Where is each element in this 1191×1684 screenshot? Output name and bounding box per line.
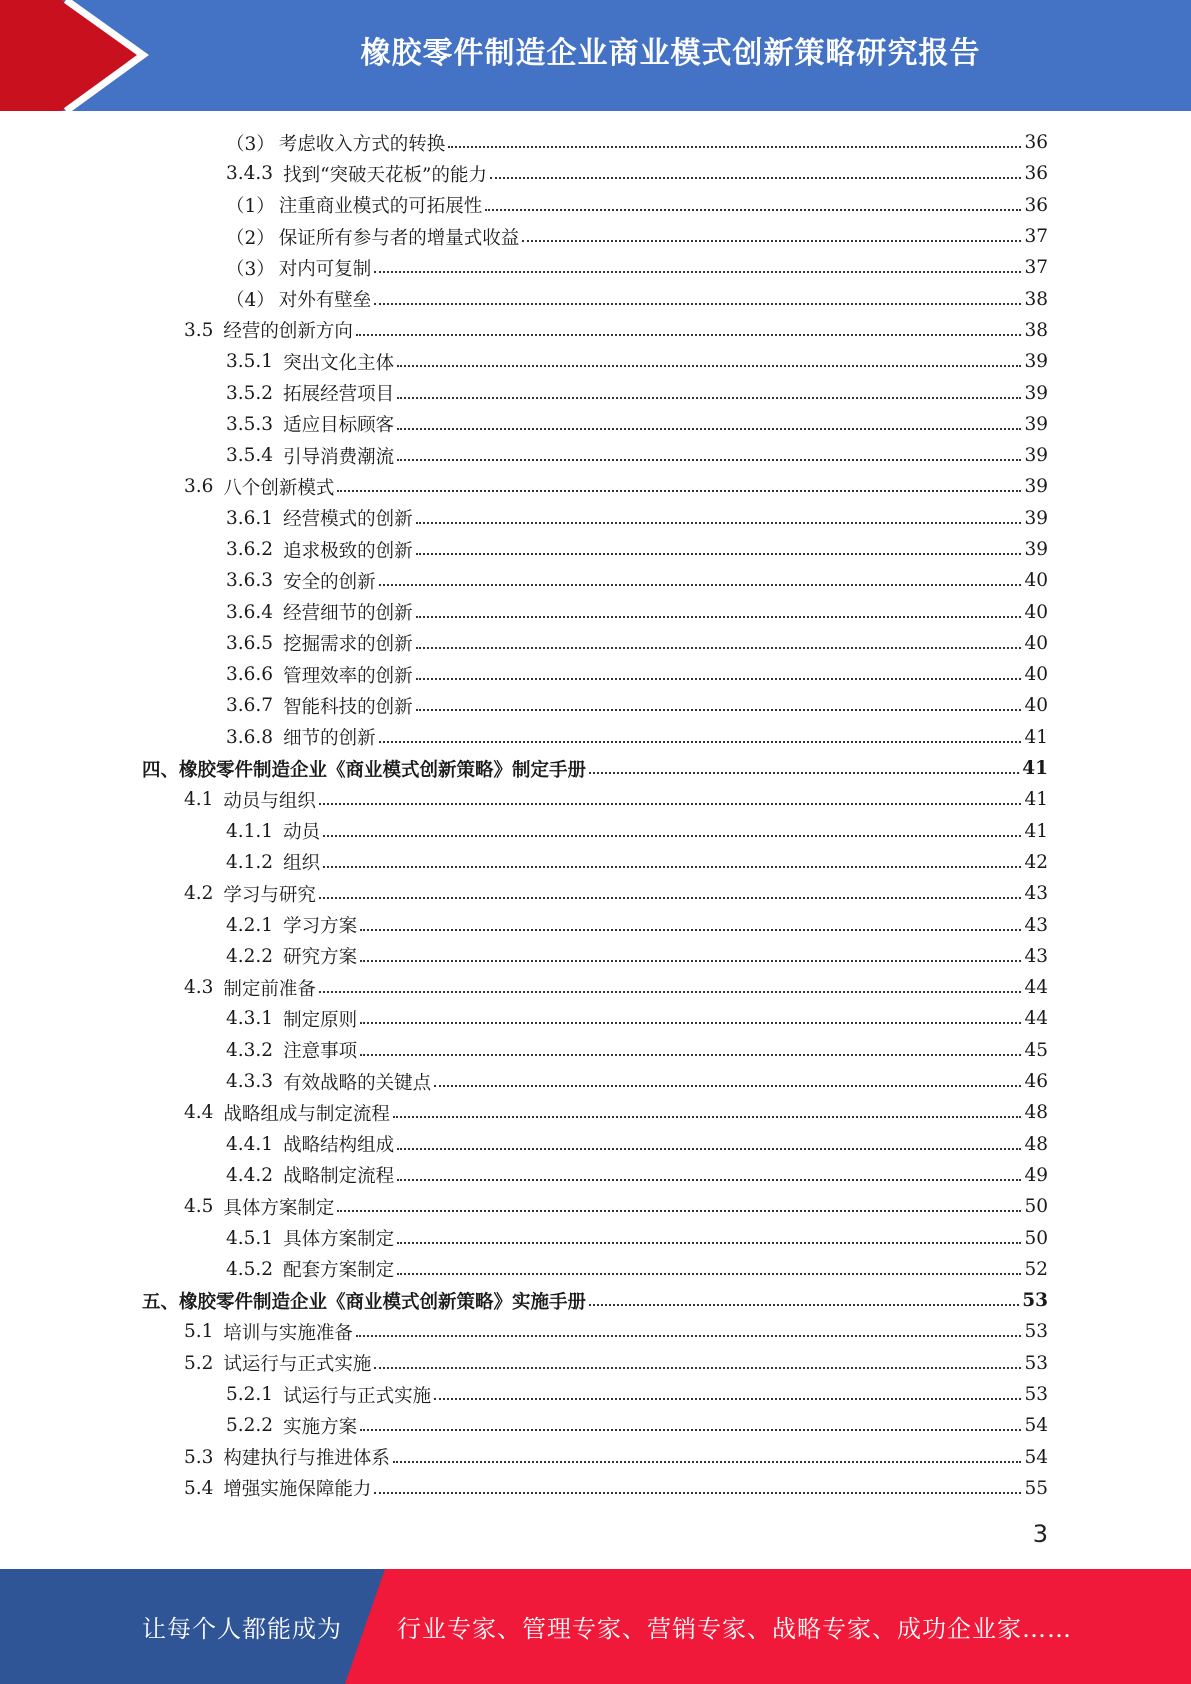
toc-dot-leader <box>379 583 1022 586</box>
toc-dot-leader <box>360 1053 1021 1056</box>
toc-entry-page: 49 <box>1024 1164 1048 1186</box>
toc-entry-number: 4.3.2 <box>226 1039 274 1061</box>
toc-entry-number: 5.3 <box>184 1446 214 1468</box>
toc-entry-number: 4.1.1 <box>226 820 274 842</box>
toc-entry-label: 引导消费潮流 <box>283 446 395 468</box>
toc-entry-number: 3.6.2 <box>226 539 274 560</box>
toc-entry[interactable] <box>142 346 1048 377</box>
toc-dot-leader <box>379 740 1022 743</box>
toc-entry-number: （3） <box>226 258 275 280</box>
page-number: 3 <box>1032 1520 1048 1548</box>
toc-entry[interactable] <box>142 659 1048 690</box>
toc-entry-number: 4.4.1 <box>226 1133 274 1155</box>
toc-entry-label: 对外有壁垒 <box>278 290 372 312</box>
toc-entry-page: 44 <box>1024 977 1048 999</box>
toc-dot-leader <box>416 646 1022 649</box>
toc-entry-page: 39 <box>1024 413 1048 435</box>
toc-entry-page: 40 <box>1024 695 1048 717</box>
toc-entry-label: 战略制定流程 <box>283 1166 395 1188</box>
toc-entry-number: 5.2.2 <box>226 1415 274 1437</box>
toc-entry-number: 3.6.5 <box>226 632 274 654</box>
toc-entry[interactable] <box>142 1222 1048 1253</box>
toc-entry-number: 4.2.2 <box>226 945 274 967</box>
toc-entry-number: 3.4.3 <box>226 163 274 185</box>
toc-entry[interactable] <box>142 1129 1048 1160</box>
toc-entry-label: 有效战略的关键点 <box>283 1072 432 1094</box>
toc-dot-leader <box>360 959 1021 962</box>
toc-entry[interactable] <box>142 816 1048 847</box>
toc-entry-label: 实施方案 <box>283 1416 358 1438</box>
toc-entry-number: 3.6.4 <box>226 601 274 623</box>
toc-entry-page: 36 <box>1024 163 1048 185</box>
toc-entry-page: 40 <box>1024 632 1048 654</box>
toc-entry-label: 动员与组织 <box>223 790 316 812</box>
toc-dot-leader <box>416 708 1022 711</box>
toc-entry[interactable] <box>142 1191 1048 1222</box>
toc-dot-leader <box>374 270 1021 273</box>
toc-dot-leader <box>393 1460 1022 1463</box>
toc-entry-label: 战略组成与制定流程 <box>223 1103 390 1125</box>
toc-entry-page: 45 <box>1024 1039 1048 1061</box>
toc-entry-label: 挖掘需求的创新 <box>283 634 413 656</box>
toc-entry-page: 44 <box>1024 1008 1048 1030</box>
toc-entry-number: 3.5.1 <box>226 351 274 373</box>
toc-dot-leader <box>323 865 1021 868</box>
toc-dot-leader <box>490 176 1021 179</box>
toc-entry-page: 38 <box>1024 288 1048 310</box>
toc-entry-label: 橡胶零件制造企业《商业模式创新策略》制定手册 <box>179 759 587 781</box>
toc-entry[interactable] <box>142 315 1048 346</box>
toc-entry[interactable] <box>142 440 1048 471</box>
toc-dot-leader <box>337 489 1021 492</box>
toc-entry-number: （1） <box>226 196 275 218</box>
toc-dot-leader <box>397 1272 1021 1275</box>
toc-dot-leader <box>397 1147 1021 1150</box>
toc-entry-page: 48 <box>1024 1133 1048 1155</box>
toc-entry[interactable] <box>142 1285 1048 1316</box>
toc-entry-label: 培训与实施准备 <box>223 1322 353 1344</box>
toc-entry-page: 50 <box>1024 1227 1048 1249</box>
toc-entry-label: 追求极致的创新 <box>283 540 413 562</box>
toc-entry-page: 53 <box>1024 1321 1048 1343</box>
toc-entry-page: 43 <box>1024 914 1048 936</box>
toc-entry-number: 4.4.2 <box>226 1164 274 1186</box>
toc-entry-label: 考虑收入方式的转换 <box>278 133 446 155</box>
toc-dot-leader <box>416 615 1022 618</box>
toc-entry-label: 找到“突破天花板”的能力 <box>283 164 487 186</box>
toc-dot-leader <box>416 677 1022 680</box>
toc-entry-number: 4.5 <box>184 1196 214 1218</box>
toc-entry-number: 4.5.2 <box>226 1258 274 1280</box>
toc-entry-number: 4.1.2 <box>226 851 274 873</box>
toc-entry-page: 36 <box>1024 194 1048 216</box>
toc-entry-page: 39 <box>1024 476 1048 498</box>
toc-entry-page: 53 <box>1024 1384 1048 1406</box>
toc-entry-label: 具体方案制定 <box>223 1197 335 1219</box>
toc-entry-number: 5.1 <box>184 1321 214 1343</box>
toc-dot-leader <box>397 1178 1021 1181</box>
toc-entry[interactable] <box>142 1254 1048 1285</box>
toc-entry-label: 八个创新模式 <box>223 477 335 499</box>
toc-entry-number: （4） <box>226 290 275 312</box>
toc-entry-number: 四、 <box>142 759 180 781</box>
toc-entry-number: 3.6.6 <box>226 664 274 686</box>
toc-entry[interactable] <box>142 503 1048 534</box>
toc-dot-leader <box>356 1334 1022 1337</box>
toc-entry[interactable] <box>142 722 1048 753</box>
toc-entry[interactable] <box>142 1316 1048 1347</box>
toc-dot-leader <box>319 990 1022 993</box>
toc-entry-number: 3.5.3 <box>226 413 274 435</box>
toc-entry-number: 5.4 <box>184 1477 214 1499</box>
toc-dot-leader <box>448 145 1021 148</box>
toc-entry-number: 5.2.1 <box>226 1384 274 1406</box>
toc-entry-page: 48 <box>1024 1102 1048 1124</box>
toc-dot-leader <box>374 1366 1021 1369</box>
toc-dot-leader <box>416 521 1022 524</box>
toc-entry-number: 3.5.2 <box>226 382 274 404</box>
toc-entry-number: 3.5 <box>184 319 214 341</box>
toc-entry-page: 39 <box>1024 351 1048 373</box>
toc-entry-page: 40 <box>1024 570 1048 592</box>
toc-entry-label: 增强实施保障能力 <box>223 1479 372 1501</box>
toc-entry-number: 4.1 <box>184 789 214 811</box>
toc-dot-leader <box>397 1241 1021 1244</box>
toc-entry[interactable] <box>142 283 1048 314</box>
toc-entry-label: 安全的创新 <box>283 571 376 593</box>
toc-entry[interactable] <box>142 252 1048 283</box>
toc-entry[interactable] <box>142 596 1048 627</box>
toc-entry-label: 经营的创新方向 <box>223 321 353 343</box>
toc-entry-page: 43 <box>1024 883 1048 905</box>
toc-entry-label: 对内可复制 <box>278 258 372 280</box>
toc-entry-label: 动员 <box>283 822 321 844</box>
toc-entry-label: 具体方案制定 <box>283 1229 395 1251</box>
toc-entry-number: （2） <box>226 227 275 249</box>
toc-entry-page: 39 <box>1024 507 1048 529</box>
toc-entry-label: 注意事项 <box>283 1041 358 1063</box>
toc-dot-leader <box>323 834 1021 837</box>
toc-entry[interactable] <box>142 972 1048 1003</box>
toc-entry-page: 41 <box>1024 789 1048 811</box>
page-header <box>0 0 1191 111</box>
toc-entry-label: 制定原则 <box>283 1009 358 1031</box>
toc-dot-leader <box>356 333 1022 336</box>
toc-entry[interactable] <box>142 753 1048 784</box>
toc-entry[interactable] <box>142 1003 1048 1034</box>
toc-entry[interactable] <box>142 847 1048 878</box>
toc-entry[interactable] <box>142 1066 1048 1097</box>
toc-entry-page: 36 <box>1024 132 1048 154</box>
toc-entry-number: 4.3 <box>184 977 214 999</box>
toc-entry-label: 制定前准备 <box>223 978 316 1000</box>
toc-dot-leader <box>434 1084 1021 1087</box>
toc-dot-leader <box>416 552 1022 555</box>
toc-entry-label: 拓展经营项目 <box>283 384 395 406</box>
toc-entry-label: 经营模式的创新 <box>283 509 413 531</box>
toc-entry-page: 43 <box>1024 945 1048 967</box>
toc-entry-page: 40 <box>1024 664 1048 686</box>
toc-entry-label: 智能科技的创新 <box>283 696 413 718</box>
toc-entry-page: 46 <box>1024 1071 1048 1093</box>
toc-entry-page: 38 <box>1024 319 1048 341</box>
toc-entry-number: 4.3.3 <box>226 1071 274 1093</box>
footer-slogan-left: 让每个人都能成为 <box>142 1615 342 1643</box>
toc-entry-label: 试运行与正式实施 <box>223 1354 372 1376</box>
toc-entry-label: 细节的创新 <box>283 728 376 750</box>
toc-entry[interactable] <box>142 221 1048 252</box>
toc-entry-number: 4.5.1 <box>226 1227 274 1249</box>
toc-entry-label: 试运行与正式实施 <box>283 1385 432 1407</box>
toc-entry-label: 突出文化主体 <box>283 352 395 374</box>
toc-entry[interactable] <box>142 534 1048 565</box>
toc-entry-label: 适应目标顾客 <box>283 415 395 437</box>
toc-entry-label: 配套方案制定 <box>283 1260 395 1282</box>
toc-entry-label: 组织 <box>283 853 321 875</box>
toc-entry-page: 37 <box>1024 257 1048 279</box>
toc-entry[interactable] <box>142 628 1048 659</box>
toc-entry[interactable] <box>142 941 1048 972</box>
toc-entry-number: 3.6.8 <box>226 726 274 748</box>
report-title: 橡胶零件制造企业商业模式创新策略研究报告 <box>360 36 981 71</box>
toc-entry-label: 管理效率的创新 <box>283 665 413 687</box>
toc-dot-leader <box>434 1397 1021 1400</box>
toc-entry[interactable] <box>142 909 1048 940</box>
toc-entry-page: 54 <box>1024 1446 1048 1468</box>
toc-dot-leader <box>360 928 1021 931</box>
footer-slogan-right: 行业专家、管理专家、营销专家、战略专家、成功企业家…… <box>397 1615 1072 1643</box>
toc-dot-leader <box>397 427 1021 430</box>
header-arrow-icon <box>0 0 160 111</box>
toc-entry[interactable] <box>142 565 1048 596</box>
toc-entry-page: 42 <box>1024 851 1048 873</box>
toc-entry-page: 37 <box>1024 226 1048 248</box>
toc-entry[interactable] <box>142 127 1048 158</box>
toc-entry[interactable] <box>142 1035 1048 1066</box>
toc-dot-leader <box>397 458 1021 461</box>
toc-entry[interactable] <box>142 1160 1048 1191</box>
toc-entry-number: 3.5.4 <box>226 445 274 467</box>
toc-entry[interactable] <box>142 1410 1048 1441</box>
toc-entry-number: 4.2 <box>184 883 214 905</box>
page-footer <box>0 1569 1191 1684</box>
toc-dot-leader <box>397 396 1021 399</box>
toc-dot-leader <box>393 1115 1022 1118</box>
toc-entry-label: 注重商业模式的可拓展性 <box>278 196 483 218</box>
toc-dot-leader <box>319 896 1022 899</box>
toc-entry-number: （3） <box>226 133 275 155</box>
toc-entry[interactable] <box>142 1348 1048 1379</box>
toc-entry-number: 5.2 <box>184 1352 214 1374</box>
toc-entry[interactable] <box>142 377 1048 408</box>
toc-entry-label: 学习与研究 <box>223 884 316 906</box>
toc-entry[interactable] <box>142 690 1048 721</box>
toc-entry-number: 3.6.3 <box>226 570 274 592</box>
toc-entry[interactable] <box>142 1441 1048 1472</box>
toc-dot-leader <box>589 1303 1019 1306</box>
toc-dot-leader <box>374 302 1021 305</box>
toc-dot-leader <box>337 1209 1021 1212</box>
toc-entry-label: 研究方案 <box>283 947 358 969</box>
toc-entry[interactable] <box>142 158 1048 189</box>
toc-entry-label: 橡胶零件制造企业《商业模式创新策略》实施手册 <box>179 1291 587 1313</box>
toc-entry-page: 50 <box>1024 1196 1048 1218</box>
toc-entry[interactable] <box>142 1097 1048 1128</box>
toc-entry-number: 3.6 <box>184 476 214 498</box>
toc-entry-number: 4.3.1 <box>226 1008 274 1030</box>
toc-entry[interactable] <box>142 409 1048 440</box>
toc-dot-leader <box>589 771 1019 774</box>
toc-entry-label: 学习方案 <box>283 916 358 938</box>
toc-entry[interactable] <box>142 190 1048 221</box>
toc-entry-page: 41 <box>1022 758 1048 780</box>
toc-entry-page: 39 <box>1024 445 1048 467</box>
toc-entry-number: 3.6.7 <box>226 695 274 717</box>
toc-entry-number: 3.6.1 <box>226 507 274 529</box>
toc-entry-page: 55 <box>1024 1477 1048 1499</box>
toc-dot-leader <box>485 208 1021 211</box>
toc-entry-number: 4.4 <box>184 1102 214 1124</box>
toc-entry[interactable] <box>142 1473 1048 1504</box>
toc-entry-label: 保证所有参与者的增量式收益 <box>278 227 520 249</box>
toc-dot-leader <box>522 239 1021 242</box>
toc-dot-leader <box>319 802 1022 805</box>
toc-dot-leader <box>374 1491 1021 1494</box>
toc-entry-page: 41 <box>1024 726 1048 748</box>
toc-entry[interactable] <box>142 878 1048 909</box>
toc-entry-label: 战略结构组成 <box>283 1135 395 1157</box>
table-of-contents <box>142 127 1048 1504</box>
toc-entry[interactable] <box>142 471 1048 502</box>
toc-entry-page: 52 <box>1024 1258 1048 1280</box>
toc-entry-label: 构建执行与推进体系 <box>223 1448 390 1470</box>
toc-entry[interactable] <box>142 1379 1048 1410</box>
toc-entry-page: 41 <box>1024 820 1048 842</box>
toc-entry-page: 39 <box>1024 382 1048 404</box>
toc-entry-page: 40 <box>1024 601 1048 623</box>
toc-entry-number: 4.2.1 <box>226 914 274 936</box>
toc-dot-leader <box>397 364 1021 367</box>
toc-entry-page: 54 <box>1024 1415 1048 1437</box>
toc-entry-page: 53 <box>1024 1352 1048 1374</box>
toc-dot-leader <box>360 1021 1021 1024</box>
toc-entry-page: 39 <box>1024 539 1048 560</box>
toc-entry-number: 五、 <box>142 1291 180 1313</box>
toc-dot-leader <box>360 1428 1021 1431</box>
toc-entry[interactable] <box>142 784 1048 815</box>
toc-entry-page: 53 <box>1022 1290 1048 1312</box>
toc-entry-label: 经营细节的创新 <box>283 603 413 625</box>
